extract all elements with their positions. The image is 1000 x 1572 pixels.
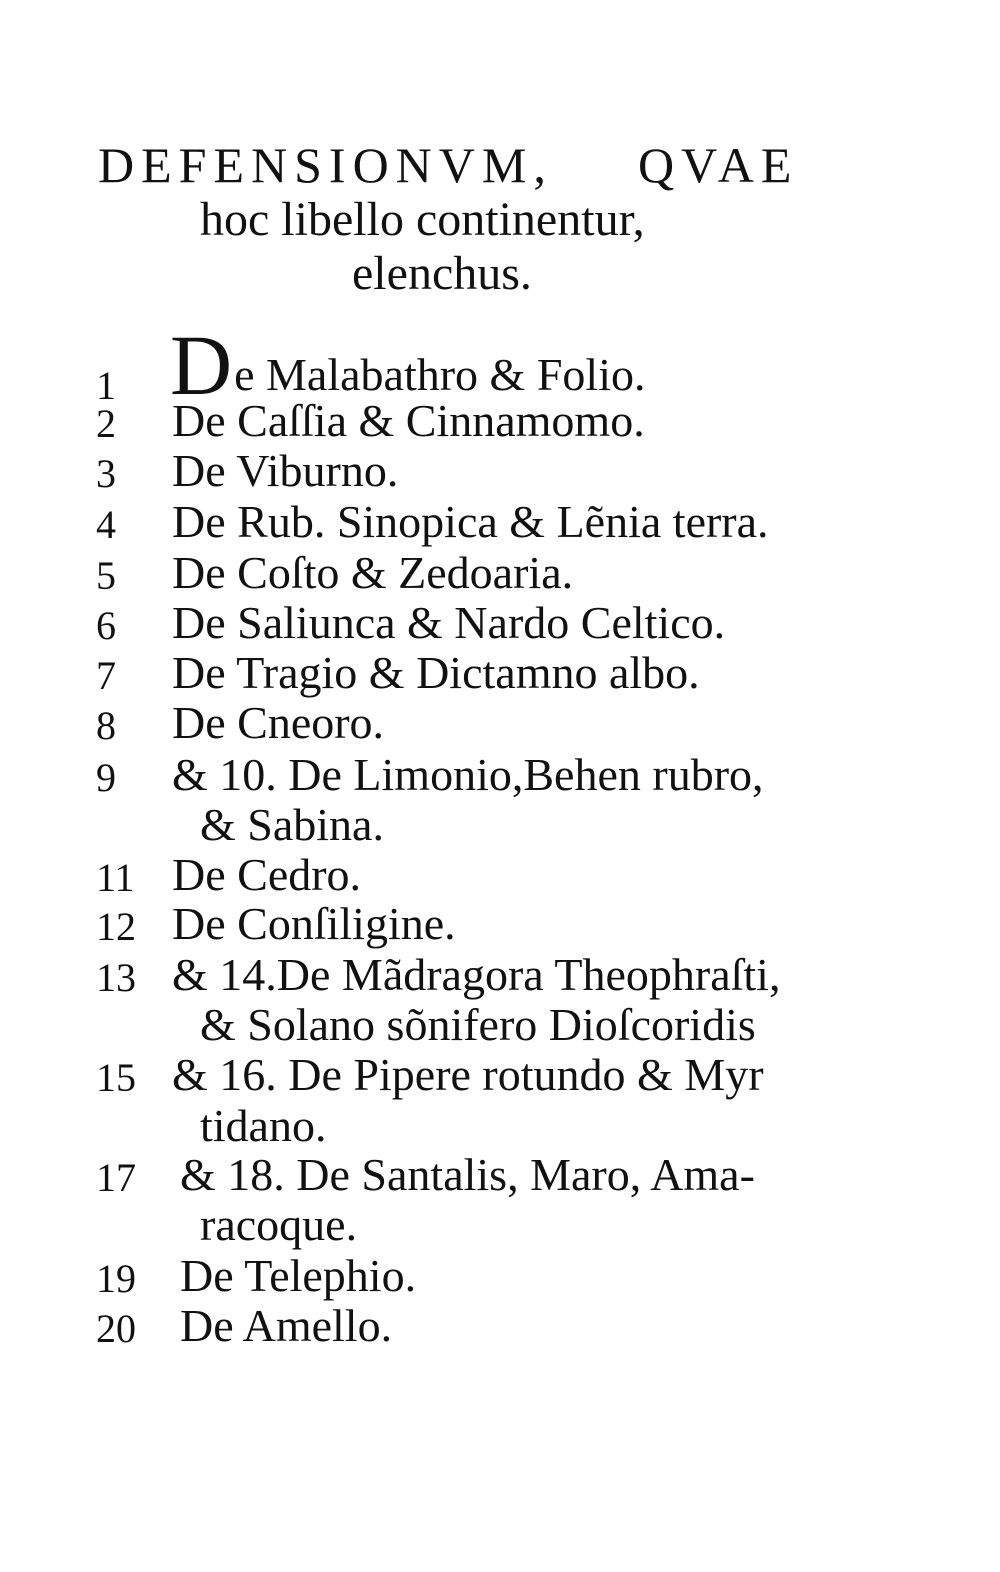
entry-number: 5 bbox=[96, 553, 116, 598]
entry-number: 9 bbox=[96, 755, 116, 800]
entry-text: & 16. De Pipere rotundo & Myr bbox=[172, 1049, 764, 1100]
entry-text-rest: e Malabathro & Folio. bbox=[234, 349, 646, 400]
entry-continuation-text: & Sabina. bbox=[200, 799, 384, 850]
entry-number: 11 bbox=[96, 855, 135, 900]
entry-text: De Coſto & Zedoaria. bbox=[172, 547, 574, 598]
entry-continuation-text: racoque. bbox=[200, 1199, 358, 1250]
entry-continuation-text: & Solano sõnifero Dioſcoridis bbox=[200, 999, 756, 1050]
entry-text: De Saliunca & Nardo Celtico. bbox=[172, 597, 726, 648]
entry-text: De Telephio. bbox=[180, 1250, 417, 1301]
heading-word-defensionum: DEFENSIONVM, bbox=[98, 137, 553, 193]
entry-text: De Caſſia & Cinnamomo. bbox=[172, 395, 645, 446]
entry-number: 7 bbox=[96, 653, 116, 698]
entry-number: 17 bbox=[96, 1155, 136, 1200]
heading-title bbox=[98, 137, 808, 193]
entry-number: 15 bbox=[96, 1055, 136, 1100]
entry-text: & 14.De Mãdragora Theophraſti, bbox=[172, 949, 781, 1000]
entry-number: 20 bbox=[96, 1306, 136, 1351]
entry-text: De Cneoro. bbox=[172, 697, 385, 748]
entry-number: 3 bbox=[96, 451, 116, 496]
entry-text: De Conſiligine. bbox=[172, 898, 456, 949]
entry-number: 6 bbox=[96, 603, 116, 648]
entry-text: De Viburno. bbox=[172, 445, 399, 496]
entry-continuation-text: tidano. bbox=[200, 1100, 327, 1151]
entry-number: 19 bbox=[96, 1256, 136, 1301]
drop-cap-letter: D bbox=[170, 317, 233, 413]
heading-subtitle: hoc libello continentur, bbox=[200, 193, 645, 246]
heading-word-quae: QVAE bbox=[638, 137, 799, 193]
entry-text: & 18. De Santalis, Maro, Ama- bbox=[180, 1149, 755, 1200]
entry-number: 1 bbox=[96, 363, 116, 408]
heading-subtitle-end: elenchus. bbox=[352, 247, 532, 300]
entry-number: 8 bbox=[96, 703, 116, 748]
entry-text: & 10. De Limonio,Behen rubro, bbox=[172, 749, 764, 800]
entry-number: 4 bbox=[96, 502, 116, 547]
entry-number: 12 bbox=[96, 904, 136, 949]
entry-text: De Amello. bbox=[180, 1300, 393, 1351]
entry-text: De Tragio & Dictamno albo. bbox=[172, 647, 700, 698]
entry-text: De Rub. Sinopica & Lẽnia terra. bbox=[172, 496, 769, 547]
entry-number: 13 bbox=[96, 955, 136, 1000]
entry-text: De Cedro. bbox=[172, 849, 362, 900]
entry-number: 2 bbox=[96, 401, 116, 446]
